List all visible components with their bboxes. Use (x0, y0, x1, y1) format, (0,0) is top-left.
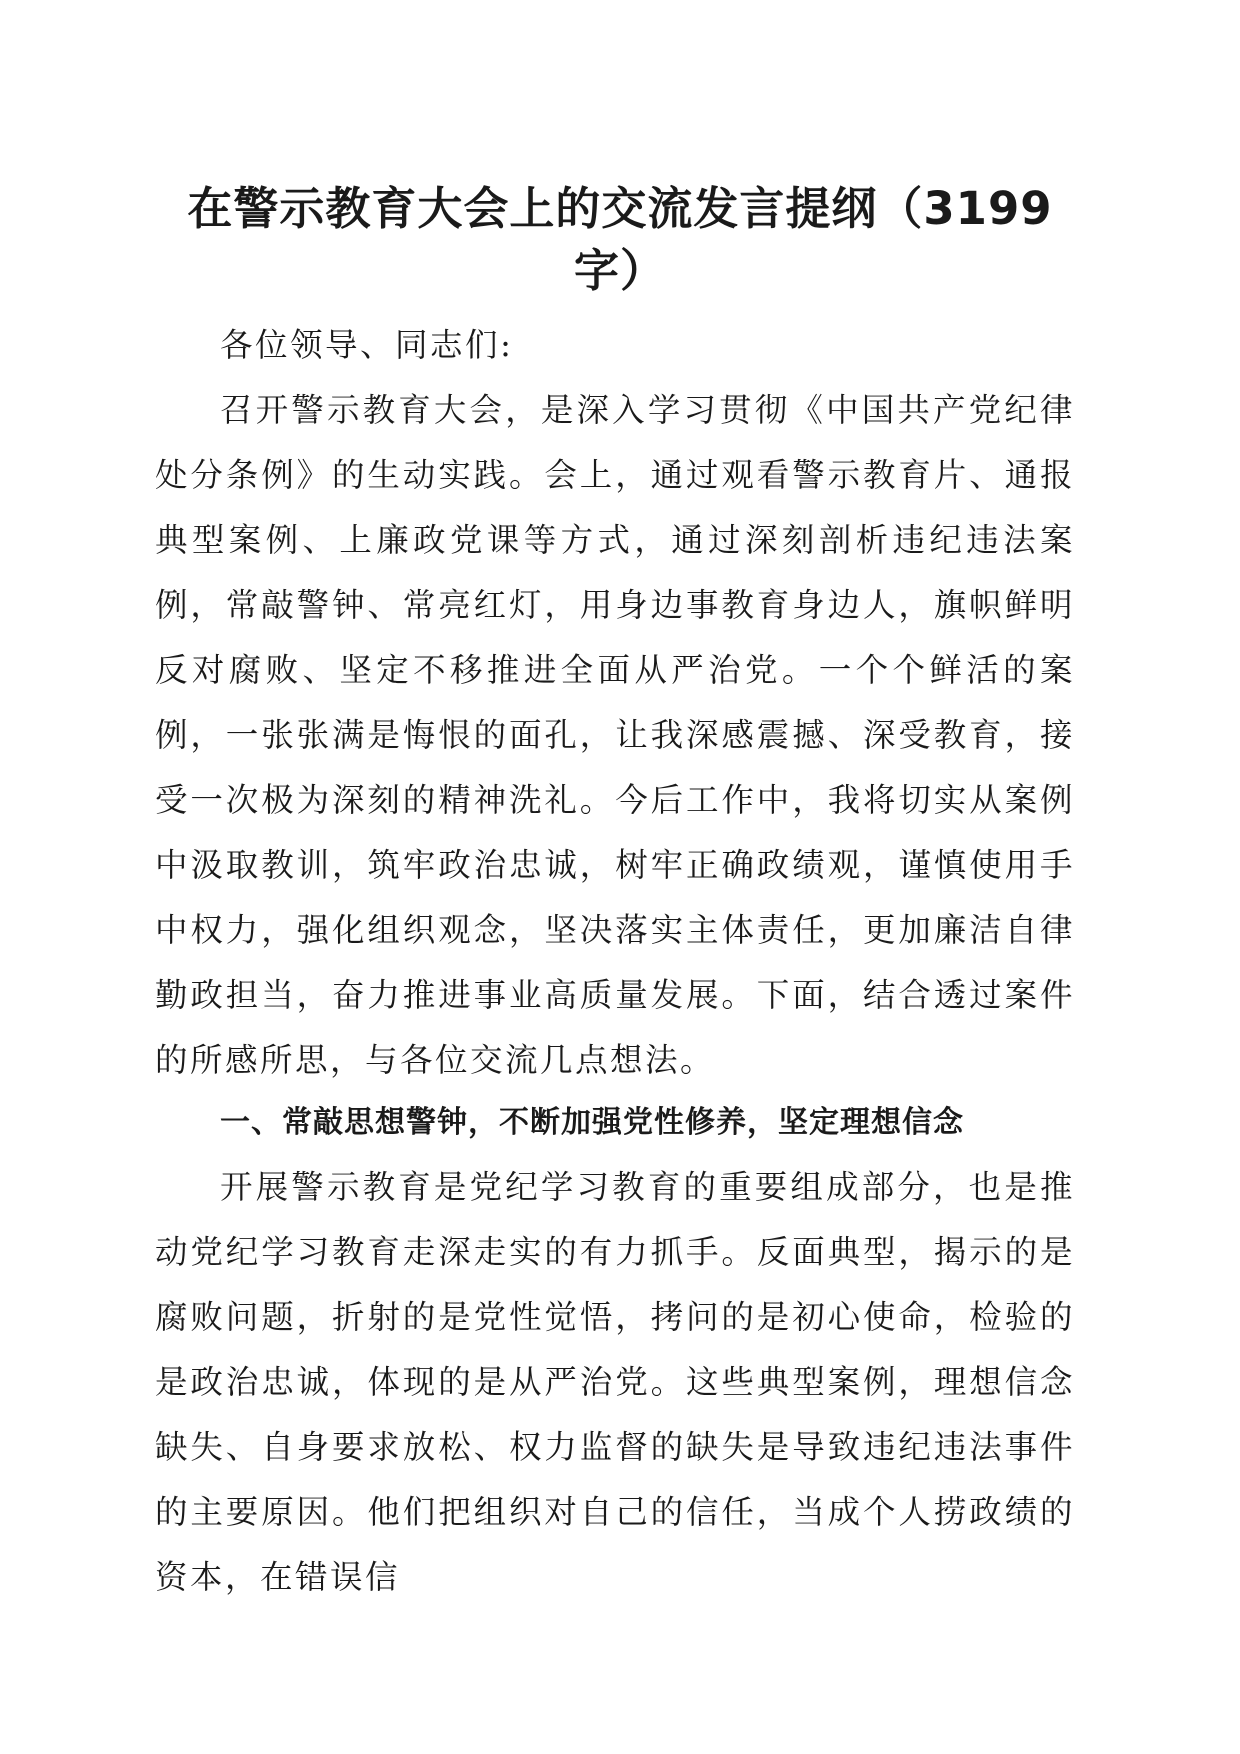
document-title (150, 178, 1090, 302)
section-heading-1: 一、常敲思想警钟，不断加强党性修养，坚定理想信念 (220, 1105, 964, 1140)
paragraph-intro: 召开警示教育大会，是深入学习贯彻《中国共产党纪律处分条例》的生动实践。会上，通过观看警示教育片、通报典型案例、上廉政党课等方式，通过深刻剖析违纪违法案例，常敲警钟、常亮红灯，用身边事教育身边人，旗帜鲜明反对腐败、坚定不移推进全面从严治党。一个个鲜活的案例，一张张满是悔恨的面孔，让我深感震撼、深受教育，接受一次极为深刻的精神洗礼。今后工作中，我将切实从案例中汲取教训，筑牢政治忠诚，树牢正确政绩观，谨慎使用手中权力，强化组织观念，坚决落实主体责任，更加廉洁自律勤政担当，奋力推进事业高质量发展。下面，结合透过案件的所感所思，与各位交流几点想法。 (155, 391, 1075, 1079)
paragraph-section-1: 开展警示教育是党纪学习教育的重要组成部分，也是推动党纪学习教育走深走实的有力抓手。反面典型，揭示的是腐败问题，折射的是党性觉悟，拷问的是初心使命，检验的是政治忠诚，体现的是从严治党。这些典型案例，理想信念缺失、自身要求放松、权力监督的缺失是导致违纪违法事件的主要原因。他们把组织对自己的信任，当成个人捞政绩的资本，在错误信 (155, 1168, 1075, 1596)
title-line-2: 字） (573, 244, 666, 297)
title-line-1: 在警示教育大会上的交流发言提纲（3199 (187, 182, 1053, 235)
greeting: 各位领导、同志们: (220, 326, 514, 364)
